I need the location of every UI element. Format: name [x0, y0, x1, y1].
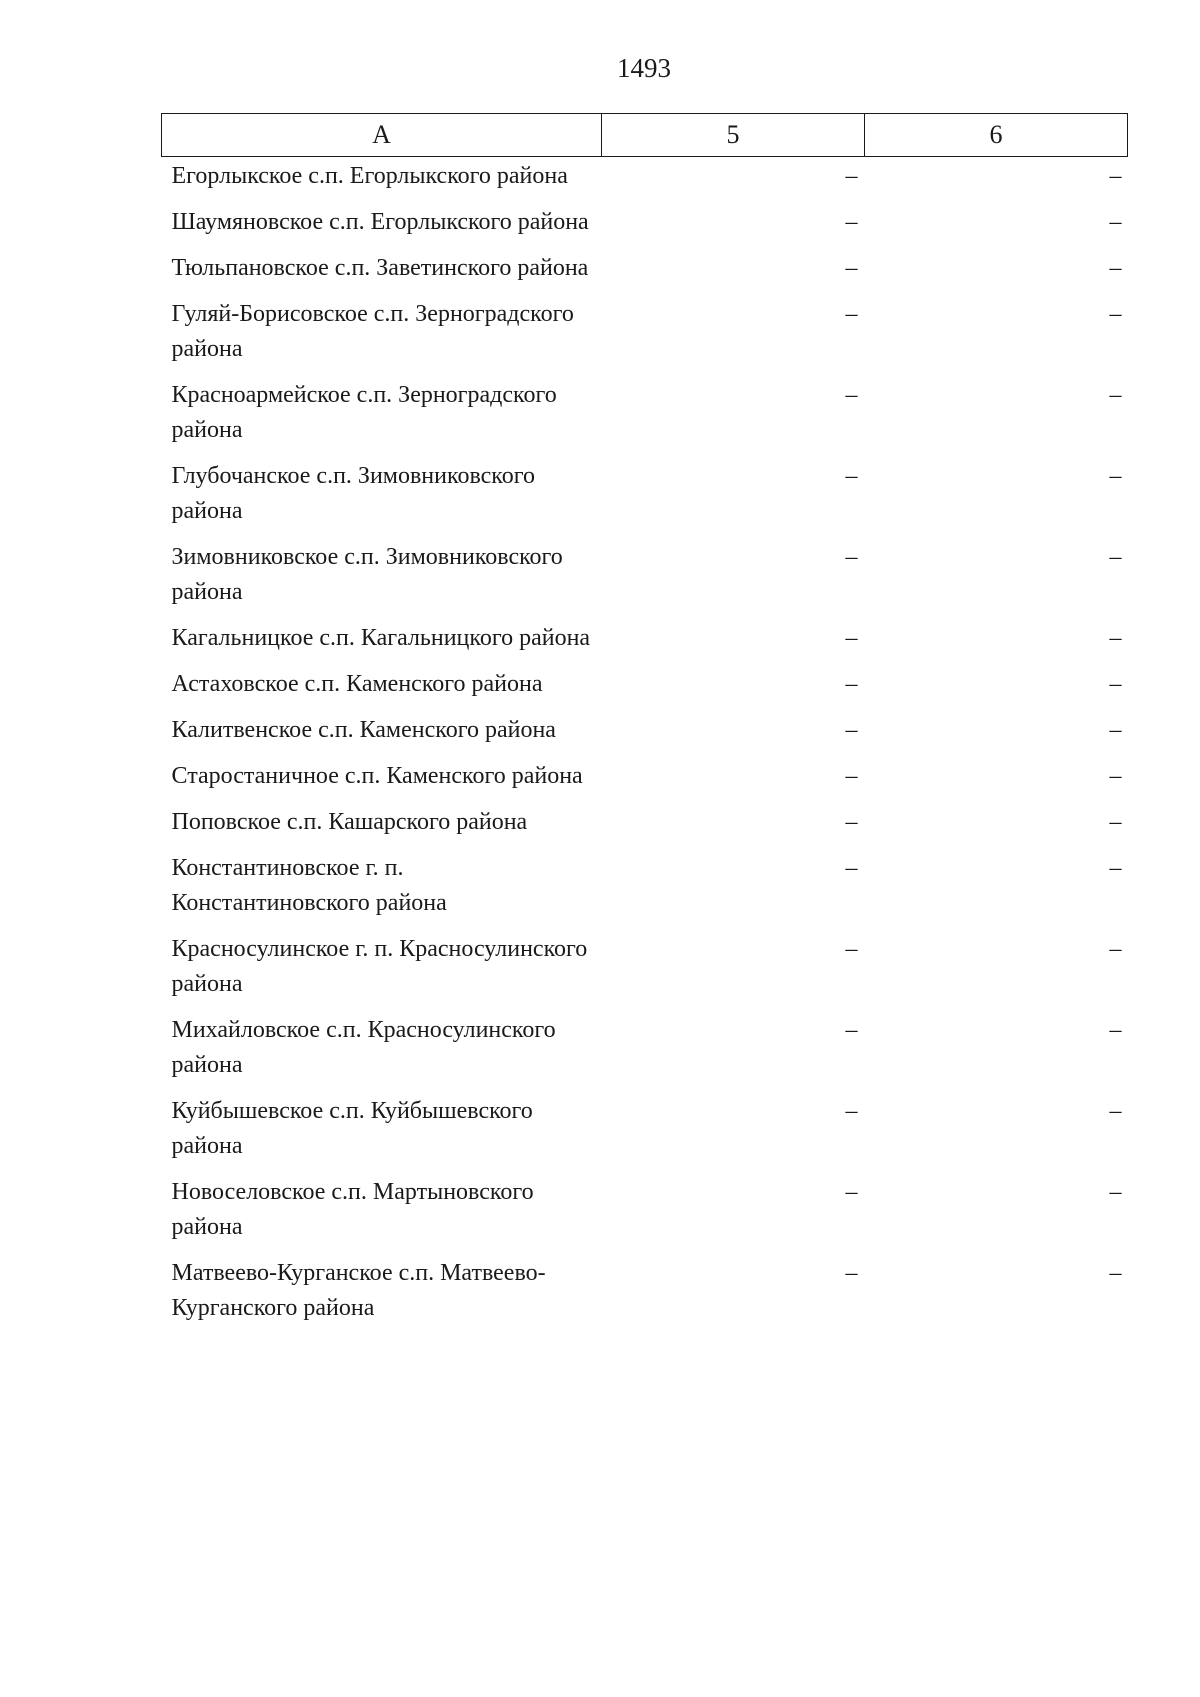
row-value-5: –: [845, 809, 858, 835]
row-name: Кагальницкое с.п. Кагальницкого района: [171, 625, 591, 651]
row-value-5: –: [845, 382, 858, 408]
row-value-6: –: [1109, 936, 1122, 962]
row-value-6: –: [1109, 717, 1122, 743]
column-header-5: 5: [602, 114, 865, 157]
row-value-6: –: [1109, 809, 1122, 835]
row-value-5: –: [845, 717, 858, 743]
table-row: [162, 1256, 1128, 1337]
row-value-5: –: [845, 1260, 858, 1286]
row-value-5: –: [845, 763, 858, 789]
table-row: [162, 1013, 1128, 1094]
row-name: Красносулинское г. п. Красносулинского района: [171, 936, 588, 997]
row-value-5: –: [845, 544, 858, 570]
row-value-5: –: [845, 209, 858, 235]
row-name: Астаховское с.п. Каменского района: [171, 671, 543, 697]
row-value-5: –: [845, 255, 858, 281]
row-value-6: –: [1109, 671, 1122, 697]
row-value-5: –: [845, 1017, 858, 1043]
table-row: [162, 713, 1128, 759]
row-value-6: –: [1109, 163, 1122, 189]
row-name: Глубочанское с.п. Зимовниковского района: [171, 463, 535, 524]
row-value-5: –: [845, 1179, 858, 1205]
row-name: Калитвенское с.п. Каменского района: [171, 717, 556, 743]
row-value-5: –: [845, 301, 858, 327]
row-value-5: –: [845, 163, 858, 189]
row-value-6: –: [1109, 209, 1122, 235]
table-row: [162, 805, 1128, 851]
table-row: [162, 932, 1128, 1013]
row-name: Поповское с.п. Кашарского района: [171, 809, 528, 835]
table-row: [162, 297, 1128, 378]
table-row: [162, 621, 1128, 667]
table-row: [162, 851, 1128, 932]
row-value-6: –: [1109, 625, 1122, 651]
row-value-6: –: [1109, 544, 1122, 570]
table-row: [162, 1094, 1128, 1175]
row-value-6: –: [1109, 1260, 1122, 1286]
row-name: Михайловское с.п. Красносулинского района: [171, 1017, 556, 1078]
row-value-6: –: [1109, 382, 1122, 408]
table-row: [162, 459, 1128, 540]
table-row: [162, 540, 1128, 621]
row-value-6: –: [1109, 1098, 1122, 1124]
data-table: [161, 113, 1128, 1337]
row-value-6: –: [1109, 1179, 1122, 1205]
column-header-6: 6: [865, 114, 1128, 157]
row-name: Константиновское г. п. Константиновского района: [171, 855, 447, 916]
row-value-6: –: [1109, 301, 1122, 327]
page-number: 1493: [617, 53, 671, 83]
row-name: Тюльпановское с.п. Заветинского района: [171, 255, 589, 281]
row-value-6: –: [1109, 763, 1122, 789]
row-value-6: –: [1109, 255, 1122, 281]
row-value-5: –: [845, 1098, 858, 1124]
column-header-a: А: [162, 114, 602, 157]
row-value-5: –: [845, 936, 858, 962]
row-name: Куйбышевское с.п. Куйбышевского района: [171, 1098, 533, 1159]
row-name: Егорлыкское с.п. Егорлыкского района: [171, 163, 568, 189]
table-body: [162, 157, 1128, 1338]
row-name: Старостаничное с.п. Каменского района: [171, 763, 583, 789]
row-value-6: –: [1109, 1017, 1122, 1043]
row-name: Новоселовское с.п. Мартыновского района: [171, 1179, 534, 1240]
table-row: [162, 157, 1128, 206]
table-row: [162, 378, 1128, 459]
table-row: [162, 205, 1128, 251]
row-name: Шаумяновское с.п. Егорлыкского района: [171, 209, 589, 235]
row-name: Красноармейское с.п. Зерноградского района: [171, 382, 557, 443]
data-table-container: [161, 113, 1127, 1337]
table-row: [162, 251, 1128, 297]
table-header: [162, 114, 1128, 157]
row-value-5: –: [845, 855, 858, 881]
row-value-5: –: [845, 671, 858, 697]
row-value-5: –: [845, 625, 858, 651]
table-header-row: [162, 114, 1128, 157]
table-row: [162, 667, 1128, 713]
table-row: [162, 759, 1128, 805]
row-name: Зимовниковское с.п. Зимовниковского района: [171, 544, 563, 605]
row-name: Гуляй-Борисовское с.п. Зерноградского района: [171, 301, 574, 362]
row-name: Матвеево-Курганское с.п. Матвеево-Курганского района: [171, 1260, 546, 1321]
row-value-6: –: [1109, 855, 1122, 881]
row-value-6: –: [1109, 463, 1122, 489]
table-row: [162, 1175, 1128, 1256]
row-value-5: –: [845, 463, 858, 489]
